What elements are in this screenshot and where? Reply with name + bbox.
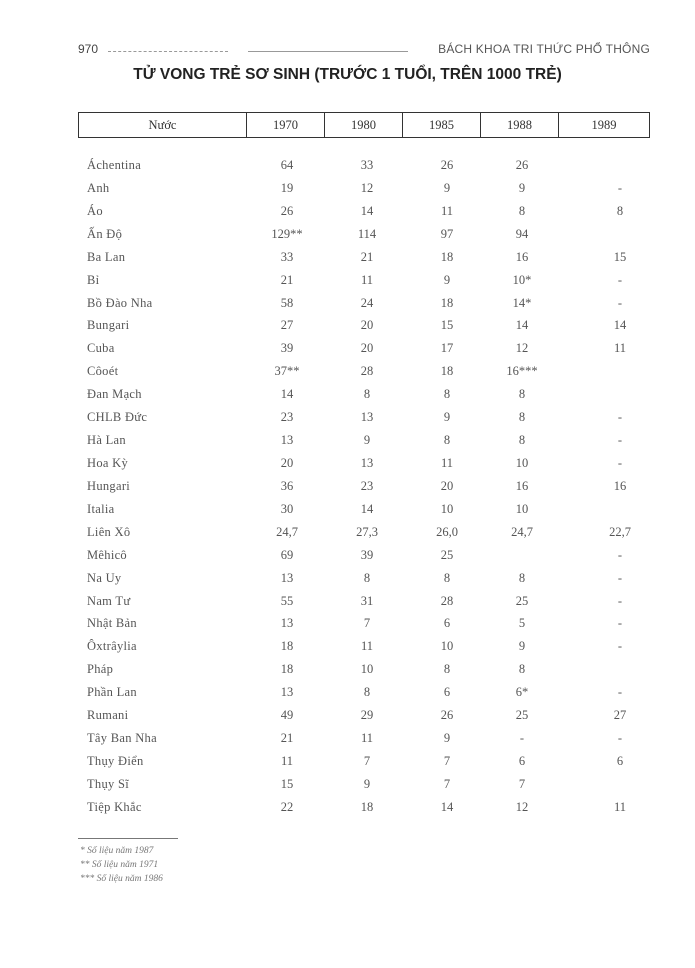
cell-1970: 13 bbox=[280, 433, 294, 448]
cell-1980: 8 bbox=[363, 387, 371, 402]
cell-1989: 22,7 bbox=[609, 524, 631, 539]
cell-1989: - bbox=[617, 272, 623, 287]
table-row bbox=[0, 339, 695, 362]
table-row bbox=[0, 362, 695, 385]
header-1980: 1980 bbox=[325, 113, 403, 137]
cell-country: Mêhicô bbox=[87, 547, 127, 562]
table-row bbox=[0, 179, 695, 202]
cell-country: Áo bbox=[87, 203, 103, 218]
cell-1988: 94 bbox=[515, 226, 529, 241]
table-row bbox=[0, 706, 695, 729]
cell-1970: 13 bbox=[280, 616, 294, 631]
cell-1970: 129** bbox=[271, 226, 303, 241]
cell-1970: 18 bbox=[280, 662, 294, 677]
cell-country: Ôxtrâylia bbox=[87, 639, 137, 654]
table-row bbox=[0, 225, 695, 248]
table-row bbox=[0, 660, 695, 683]
cell-1980: 21 bbox=[360, 249, 374, 264]
cell-1970: 14 bbox=[280, 387, 294, 402]
cell-country: Tiệp Khắc bbox=[87, 799, 142, 814]
cell-country: Bungari bbox=[87, 318, 130, 333]
cell-1980: 114 bbox=[357, 226, 377, 241]
cell-country: Thụy Sĩ bbox=[87, 776, 130, 791]
cell-1989: - bbox=[617, 547, 623, 562]
cell-country: Nhật Bản bbox=[87, 616, 137, 631]
table-row bbox=[0, 729, 695, 752]
cell-1985: 7 bbox=[443, 753, 451, 768]
cell-1988: 8 bbox=[518, 410, 526, 425]
cell-country: Italia bbox=[87, 501, 115, 516]
cell-1988: 8 bbox=[518, 570, 526, 585]
cell-1985: 28 bbox=[440, 593, 454, 608]
cell-1970: 58 bbox=[280, 295, 294, 310]
cell-1980: 8 bbox=[363, 685, 371, 700]
cell-1970: 26 bbox=[280, 203, 294, 218]
cell-1970: 33 bbox=[280, 249, 294, 264]
table-row bbox=[0, 408, 695, 431]
table-row bbox=[0, 248, 695, 271]
cell-1980: 13 bbox=[360, 410, 374, 425]
cell-1985: 26 bbox=[440, 158, 454, 172]
header-1988: 1988 bbox=[481, 113, 559, 137]
table-header-row bbox=[78, 112, 650, 138]
cell-1985: 15 bbox=[440, 318, 454, 333]
cell-1989: - bbox=[617, 410, 623, 425]
cell-1988: 12 bbox=[515, 341, 529, 356]
cell-1970: 13 bbox=[280, 570, 294, 585]
cell-1989: - bbox=[617, 180, 623, 195]
cell-1980: 7 bbox=[363, 616, 371, 631]
cell-1985: 26 bbox=[440, 708, 454, 723]
cell-1985: 6 bbox=[443, 616, 451, 631]
cell-1980: 39 bbox=[360, 547, 374, 562]
table-row bbox=[0, 546, 695, 569]
cell-country: Hungari bbox=[87, 478, 131, 493]
cell-1988: 9 bbox=[518, 180, 526, 195]
cell-1970: 22 bbox=[280, 799, 294, 814]
cell-1988: 9 bbox=[518, 639, 526, 654]
cell-1985: 25 bbox=[440, 547, 454, 562]
cell-1980: 8 bbox=[363, 570, 371, 585]
table-body bbox=[0, 156, 695, 821]
cell-1988: 10 bbox=[515, 501, 529, 516]
cell-1988: 6* bbox=[515, 685, 529, 700]
cell-country: Bỉ bbox=[87, 272, 100, 287]
cell-country: Tây Ban Nha bbox=[87, 731, 157, 746]
cell-country: Ba Lan bbox=[87, 249, 126, 264]
cell-1980: 29 bbox=[360, 708, 374, 723]
cell-1985: 9 bbox=[443, 180, 451, 195]
table-row bbox=[0, 156, 695, 179]
cell-1970: 21 bbox=[280, 731, 294, 746]
table-row bbox=[0, 316, 695, 339]
cell-1985: 8 bbox=[443, 387, 451, 402]
cell-1989: 6 bbox=[616, 753, 624, 768]
cell-1985: 18 bbox=[440, 364, 454, 379]
table-row bbox=[0, 202, 695, 225]
cell-1980: 20 bbox=[360, 318, 374, 333]
cell-country: Hoa Kỳ bbox=[87, 455, 129, 470]
cell-1988: 16 bbox=[515, 478, 529, 493]
cell-1970: 64 bbox=[280, 158, 294, 172]
cell-country: Côoét bbox=[87, 364, 119, 379]
cell-1988: 7 bbox=[518, 776, 526, 791]
table-row bbox=[0, 775, 695, 798]
cell-1980: 13 bbox=[360, 455, 374, 470]
cell-1970: 20 bbox=[280, 455, 294, 470]
cell-country: Áchentina bbox=[87, 158, 142, 172]
cell-1988: - bbox=[519, 731, 525, 746]
table-row bbox=[0, 683, 695, 706]
cell-1988: 8 bbox=[518, 387, 526, 402]
cell-country: Đan Mạch bbox=[87, 387, 142, 402]
footnote: * Số liệu năm 1987 bbox=[80, 846, 154, 856]
cell-1980: 10 bbox=[360, 662, 374, 677]
cell-1970: 15 bbox=[280, 776, 294, 791]
cell-1989: - bbox=[617, 295, 623, 310]
cell-1985: 18 bbox=[440, 249, 454, 264]
table-row bbox=[0, 637, 695, 660]
table-row bbox=[0, 477, 695, 500]
cell-1985: 18 bbox=[440, 295, 454, 310]
cell-country: Thụy Điển bbox=[87, 753, 144, 768]
cell-1970: 39 bbox=[280, 341, 294, 356]
cell-1970: 36 bbox=[280, 478, 294, 493]
table-row bbox=[0, 454, 695, 477]
cell-1989: - bbox=[617, 455, 623, 470]
cell-1980: 14 bbox=[360, 501, 374, 516]
cell-country: Bồ Đào Nha bbox=[87, 295, 153, 310]
cell-1985: 9 bbox=[443, 272, 451, 287]
table-row bbox=[0, 294, 695, 317]
cell-1988: 10 bbox=[515, 455, 529, 470]
cell-1980: 33 bbox=[360, 158, 374, 172]
cell-1980: 14 bbox=[360, 203, 374, 218]
cell-1988: 26 bbox=[515, 158, 529, 172]
cell-1985: 20 bbox=[440, 478, 454, 493]
cell-1988: 8 bbox=[518, 203, 526, 218]
cell-1980: 23 bbox=[360, 478, 374, 493]
cell-1988: 25 bbox=[515, 708, 529, 723]
cell-1985: 14 bbox=[440, 799, 454, 814]
table-row bbox=[0, 752, 695, 775]
cell-1989: - bbox=[617, 731, 623, 746]
cell-1980: 24 bbox=[360, 295, 374, 310]
footnote: *** Số liệu năm 1986 bbox=[80, 874, 163, 884]
cell-1989: - bbox=[617, 685, 623, 700]
cell-1988: 6 bbox=[518, 753, 526, 768]
table-row bbox=[0, 614, 695, 637]
cell-1980: 20 bbox=[360, 341, 374, 356]
table-row bbox=[0, 385, 695, 408]
cell-1988: 14 bbox=[515, 318, 529, 333]
header-rule-left bbox=[108, 51, 228, 52]
cell-1970: 49 bbox=[280, 708, 294, 723]
cell-1970: 11 bbox=[280, 753, 294, 768]
cell-1985: 10 bbox=[440, 501, 454, 516]
cell-1985: 11 bbox=[440, 203, 454, 218]
cell-country: Anh bbox=[87, 180, 110, 195]
cell-1989: 14 bbox=[613, 318, 627, 333]
page-header bbox=[78, 42, 650, 58]
footnote-divider bbox=[78, 838, 178, 839]
cell-1970: 13 bbox=[280, 685, 294, 700]
cell-1970: 21 bbox=[280, 272, 294, 287]
cell-1988: 25 bbox=[515, 593, 529, 608]
cell-1988: 16*** bbox=[506, 364, 538, 379]
cell-1980: 28 bbox=[360, 364, 374, 379]
table-row bbox=[0, 523, 695, 546]
cell-1988: 16 bbox=[515, 249, 529, 264]
cell-1988: 8 bbox=[518, 662, 526, 677]
cell-1989: 8 bbox=[616, 203, 624, 218]
book-title: BÁCH KHOA TRI THỨC PHỔ THÔNG bbox=[438, 42, 650, 56]
table-row bbox=[0, 798, 695, 821]
cell-country: Hà Lan bbox=[87, 433, 126, 448]
cell-1980: 11 bbox=[360, 731, 374, 746]
cell-1988: 10* bbox=[512, 272, 532, 287]
cell-country: Rumani bbox=[87, 708, 129, 723]
cell-1989: - bbox=[617, 616, 623, 631]
cell-1985: 9 bbox=[443, 410, 451, 425]
cell-1980: 31 bbox=[360, 593, 374, 608]
cell-1970: 24,7 bbox=[276, 524, 298, 539]
table-row bbox=[0, 431, 695, 454]
cell-country: Ấn Độ bbox=[87, 226, 123, 241]
cell-1980: 18 bbox=[360, 799, 374, 814]
cell-country: Liên Xô bbox=[87, 524, 131, 539]
table-row bbox=[0, 500, 695, 523]
cell-1989: - bbox=[617, 433, 623, 448]
cell-1988: 8 bbox=[518, 433, 526, 448]
cell-1985: 10 bbox=[440, 639, 454, 654]
cell-1988: 24,7 bbox=[511, 524, 533, 539]
cell-1989: 15 bbox=[613, 249, 627, 264]
cell-1980: 7 bbox=[363, 753, 371, 768]
cell-1980: 9 bbox=[363, 776, 371, 791]
cell-1970: 55 bbox=[280, 593, 294, 608]
cell-1989: 11 bbox=[613, 799, 627, 814]
footnote: ** Số liệu năm 1971 bbox=[80, 860, 159, 870]
cell-1970: 19 bbox=[280, 180, 294, 195]
cell-1980: 11 bbox=[360, 272, 374, 287]
cell-1970: 30 bbox=[280, 501, 294, 516]
cell-1989: 16 bbox=[613, 478, 627, 493]
cell-1989: - bbox=[617, 639, 623, 654]
cell-1988: 5 bbox=[518, 616, 526, 631]
cell-1970: 18 bbox=[280, 639, 294, 654]
cell-1989: - bbox=[617, 593, 623, 608]
cell-1980: 9 bbox=[363, 433, 371, 448]
cell-1989: 11 bbox=[613, 341, 627, 356]
cell-1988: 14* bbox=[512, 295, 532, 310]
table-row bbox=[0, 271, 695, 294]
cell-1980: 11 bbox=[360, 639, 374, 654]
cell-1980: 27,3 bbox=[356, 524, 378, 539]
cell-1989: 27 bbox=[613, 708, 627, 723]
cell-1985: 8 bbox=[443, 662, 451, 677]
footnotes bbox=[80, 846, 163, 888]
cell-1985: 8 bbox=[443, 433, 451, 448]
cell-1970: 23 bbox=[280, 410, 294, 425]
cell-1989: - bbox=[617, 570, 623, 585]
cell-1970: 69 bbox=[280, 547, 294, 562]
cell-country: Phần Lan bbox=[87, 685, 137, 700]
cell-1985: 6 bbox=[443, 685, 451, 700]
header-1970: 1970 bbox=[247, 113, 325, 137]
cell-1970: 37** bbox=[274, 364, 300, 379]
header-1989: 1989 bbox=[591, 118, 617, 132]
cell-country: Pháp bbox=[87, 662, 114, 677]
cell-1980: 12 bbox=[360, 180, 374, 195]
cell-1985: 7 bbox=[443, 776, 451, 791]
cell-1985: 9 bbox=[443, 731, 451, 746]
cell-country: Na Uy bbox=[87, 570, 122, 585]
cell-country: Cuba bbox=[87, 341, 115, 356]
page-number: 970 bbox=[78, 42, 99, 56]
cell-1985: 11 bbox=[440, 455, 454, 470]
cell-1970: 27 bbox=[280, 318, 294, 333]
header-1985: 1985 bbox=[403, 113, 481, 137]
table-row bbox=[0, 592, 695, 615]
header-country: Nước bbox=[79, 113, 247, 137]
cell-1985: 17 bbox=[440, 341, 454, 356]
cell-1985: 26,0 bbox=[436, 524, 458, 539]
cell-1985: 97 bbox=[440, 226, 454, 241]
cell-1988: 12 bbox=[515, 799, 529, 814]
header-rule-right bbox=[248, 51, 408, 52]
table-title: TỬ VONG TRẺ SƠ SINH (TRƯỚC 1 TUỔI, TRÊN 1000 TRẺ) bbox=[133, 66, 562, 83]
cell-1985: 8 bbox=[443, 570, 451, 585]
table-row bbox=[0, 569, 695, 592]
cell-country: CHLB Đức bbox=[87, 410, 148, 425]
cell-country: Nam Tư bbox=[87, 593, 131, 608]
